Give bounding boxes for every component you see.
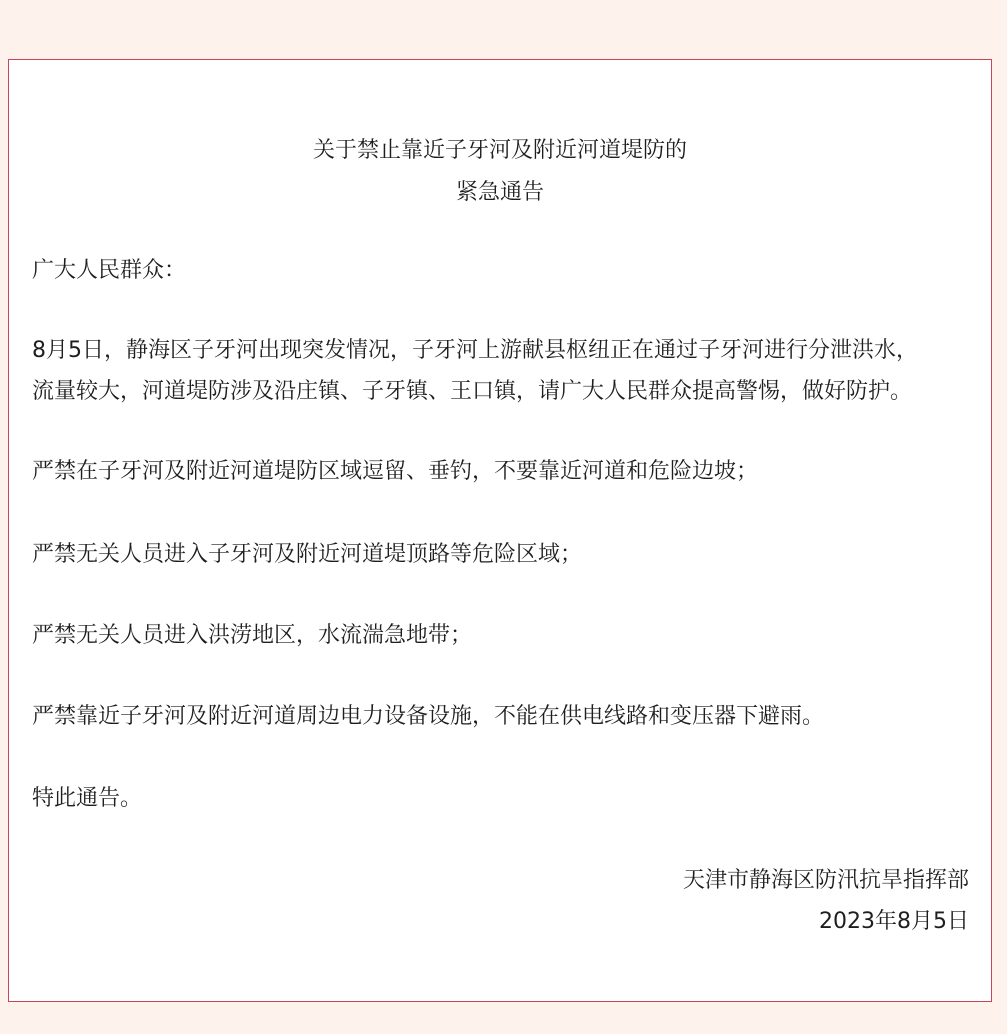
rule-3: 严禁无关人员进入洪涝地区，水流湍急地带； — [32, 623, 473, 648]
issuer: 天津市静海区防汛抗旱指挥部 — [682, 868, 969, 893]
issue-date: 2023年8月5日 — [819, 909, 969, 934]
rule-4: 严禁靠近子牙河及附近河道周边电力设备设施，不能在供电线路和变压器下避雨。 — [32, 704, 825, 729]
closing-statement: 特此通告。 — [32, 786, 143, 811]
notice-frame — [8, 59, 992, 1002]
notice-title — [9, 130, 991, 214]
title-line-2: 紧急通告 — [455, 180, 544, 205]
paragraph-1-line-1: 8月5日，静海区子牙河出现突发情况，子牙河上游献县枢纽正在通过子牙河进行分泄洪水， — [32, 338, 918, 363]
paragraph-1-line-2: 流量较大，河道堤防涉及沿庄镇、子牙镇、王口镇，请广大人民群众提高警惕，做好防护。 — [32, 379, 913, 404]
title-line-1: 关于禁止靠近子牙河及附近河道堤防的 — [312, 138, 687, 163]
salutation: 广大人民群众： — [32, 258, 187, 283]
rule-1: 严禁在子牙河及附近河道堤防区域逗留、垂钓，不要靠近河道和危险边坡； — [32, 459, 759, 484]
rule-2: 严禁无关人员进入子牙河及附近河道堤顶路等危险区域； — [32, 542, 583, 567]
